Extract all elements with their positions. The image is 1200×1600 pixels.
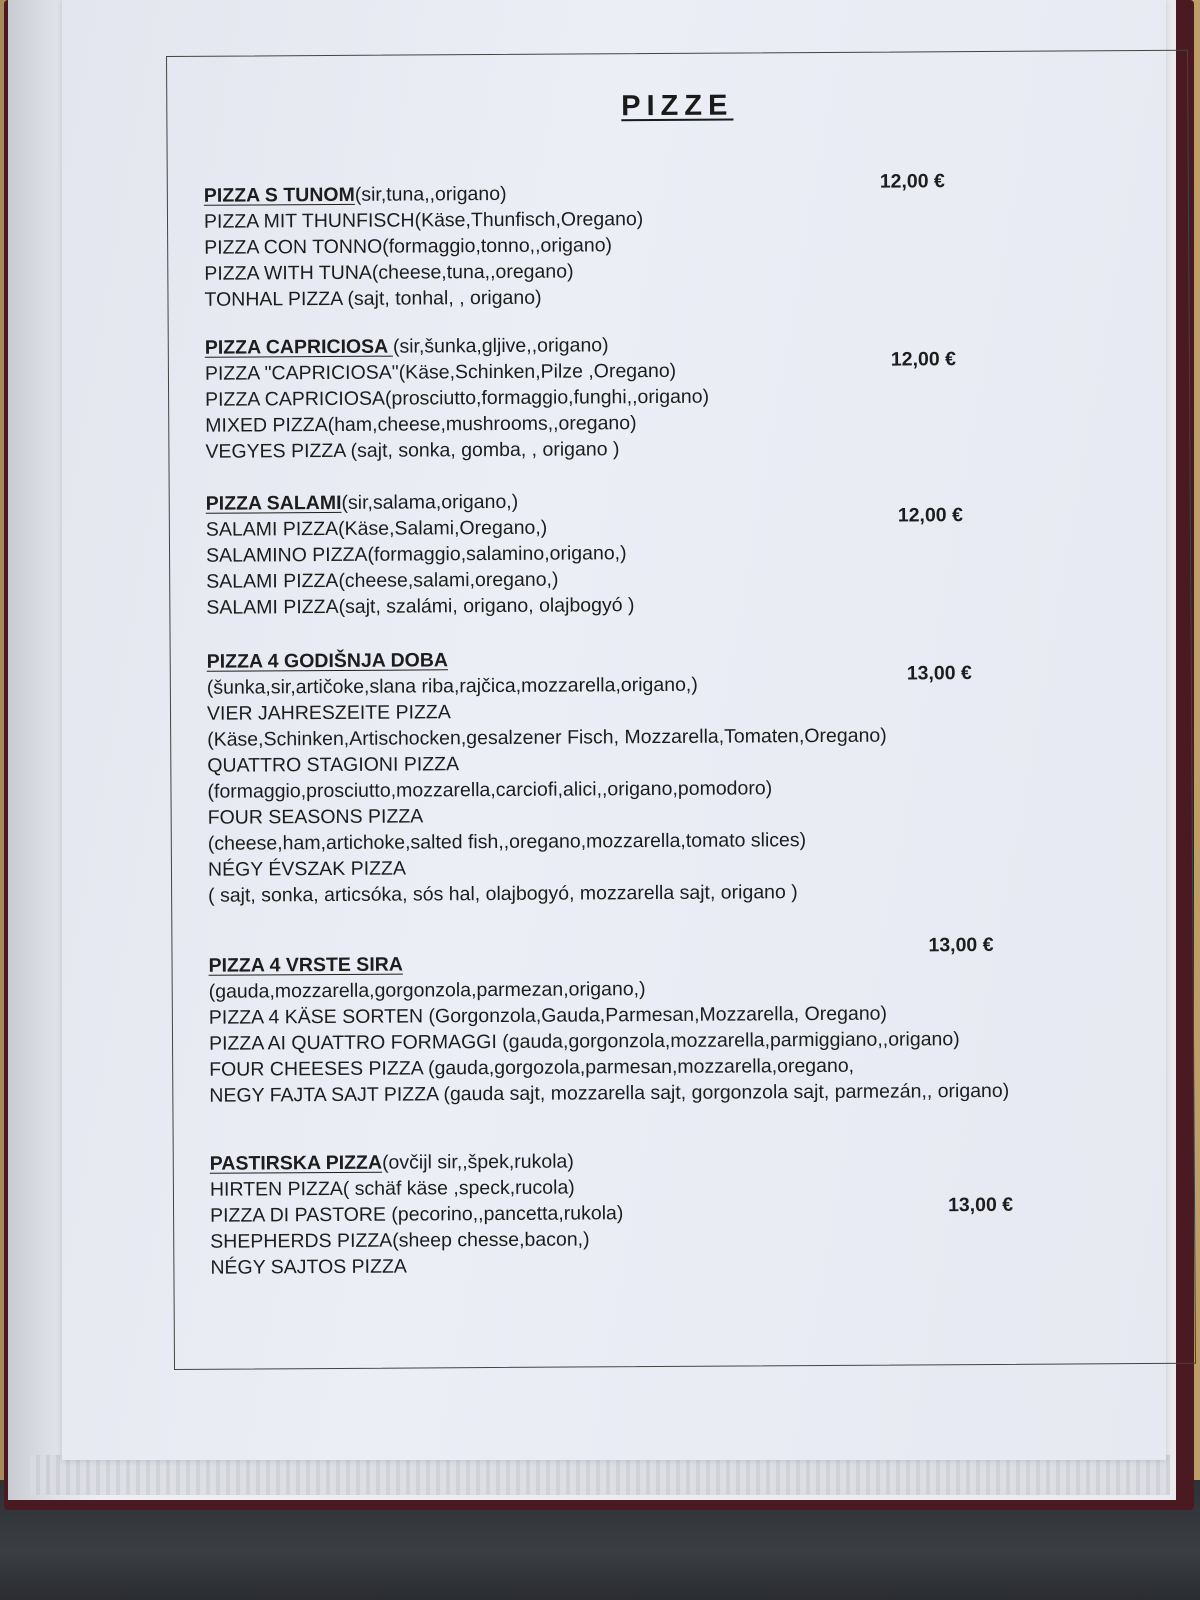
item-translation: PIZZA MIT THUNFISCH(Käse,Thunfisch,Oregano) [203, 208, 644, 233]
item-name: PIZZA 4 GODIŠNJA DOBA [206, 649, 449, 673]
menu-item-tuna [204, 177, 1105, 312]
menu-title: PIZZE [621, 89, 734, 123]
item-translation: QUATTRO STAGIONI PIZZA [207, 753, 460, 777]
item-translation: (cheese,ham,artichoke,salted fish,,oregano,mozzarella,tomato slices) [207, 829, 807, 855]
item-price: 13,00 € [947, 1193, 1014, 1217]
item-translation: VIER JAHRESZEITE PIZZA [206, 701, 451, 725]
item-translation: ( sajt, sonka, articsóka, sós hal, olajbogyó, mozzarella sajt, origano ) [208, 881, 798, 907]
item-translation: PIZZA WITH TUNA(cheese,tuna,,oregano) [204, 260, 574, 285]
item-translation: SHEPHERDS PIZZA(sheep chesse,bacon,) [210, 1228, 590, 1253]
item-translation: FOUR SEASONS PIZZA [207, 805, 424, 829]
item-name: PIZZA 4 VRSTE SIRA [208, 953, 403, 977]
item-translation: PIZZA DI PASTORE (pecorino,,pancetta,rukola) [210, 1202, 624, 1227]
item-translation: (gauda,mozzarella,gorgonzola,parmezan,origano,) [208, 978, 646, 1003]
item-translation: SALAMI PIZZA(Käse,Salami,Oregano,) [205, 516, 548, 541]
item-name: PIZZA CAPRICIOSA [204, 335, 394, 359]
item-name: PASTIRSKA PIZZA [209, 1151, 383, 1175]
menu-item-four-seasons [207, 643, 1109, 908]
item-name: PIZZA S TUNOM [203, 183, 355, 207]
item-ingredients: (ovčijl sir,,špek,rukola) [381, 1150, 574, 1174]
item-translation: HIRTEN PIZZA( schäf käse ,speck,rucola) [209, 1176, 575, 1201]
item-translation: PIZZA "CAPRICIOSA"(Käse,Schinken,Pilze ,Oregano) [204, 359, 677, 385]
sleeve-edge [30, 1455, 1170, 1495]
menu-page [62, 0, 1166, 1460]
item-translation: FOUR CHEESES PIZZA (gauda,gorgozola,parmesan,mozzarella,oregano, [209, 1054, 855, 1081]
item-name: PIZZA SALAMI [205, 491, 342, 515]
item-translation: PIZZA AI QUATTRO FORMAGGI (gauda,gorgonzola,mozzarella,parmiggiano,,origano) [208, 1028, 960, 1055]
item-ingredients: (sir,šunka,gljive,,origano) [392, 334, 609, 358]
item-translation: (šunka,sir,artičoke,slana riba,rajčica,mozzarella,origano,) [206, 673, 698, 699]
item-translation: PIZZA CON TONNO(formaggio,tonno,,origano) [204, 234, 613, 259]
item-price: 13,00 € [928, 933, 994, 957]
item-translation: NEGY FAJTA SAJT PIZZA (gauda sajt, mozzarella sajt, gorgonzola sajt, parmezán,, origano) [209, 1079, 1010, 1107]
item-translation: PIZZA 4 KÄSE SORTEN (Gorgonzola,Gauda,Parmesan,Mozzarella, Oregano) [208, 1002, 888, 1029]
menu-item-capriciosa [205, 329, 1106, 464]
menu-item-four-cheeses [208, 947, 1109, 1108]
item-translation: PIZZA CAPRICIOSA(prosciutto,formaggio,funghi,,origano) [205, 385, 710, 411]
item-ingredients: (sir,tuna,,origano) [354, 182, 507, 206]
item-translation: VEGYES PIZZA (sajt, sonka, gomba, , origano ) [205, 438, 620, 463]
item-price: 13,00 € [906, 662, 972, 685]
item-translation: SALAMI PIZZA(cheese,salami,oregano,) [206, 568, 559, 593]
item-translation: NÉGY ÉVSZAK PIZZA [207, 857, 406, 881]
item-price: 12,00 € [879, 170, 945, 193]
item-price: 12,00 € [890, 348, 956, 371]
menu-item-salami [206, 485, 1107, 620]
item-translation: NÉGY SAJTOS PIZZA [210, 1255, 407, 1279]
item-translation: TONHAL PIZZA (sajt, tonhal, , origano) [204, 286, 542, 311]
item-translation: (formaggio,prosciutto,mozzarella,carciofi,alici,,origano,pomodoro) [207, 777, 773, 803]
item-price: 12,00 € [897, 504, 963, 527]
item-translation: SALAMINO PIZZA(formaggio,salamino,origano,) [205, 542, 627, 567]
item-translation: MIXED PIZZA(ham,cheese,mushrooms,,oregano) [205, 412, 637, 437]
item-translation: (Käse,Schinken,Artischocken,gesalzener Fisch, Mozzarella,Tomaten,Oregano) [207, 724, 887, 751]
item-ingredients: (sir,salama,origano,) [341, 490, 519, 514]
item-translation: SALAMI PIZZA(sajt, szalámi, origano, olajbogyó ) [206, 594, 635, 619]
menu-frame [166, 50, 1196, 1370]
